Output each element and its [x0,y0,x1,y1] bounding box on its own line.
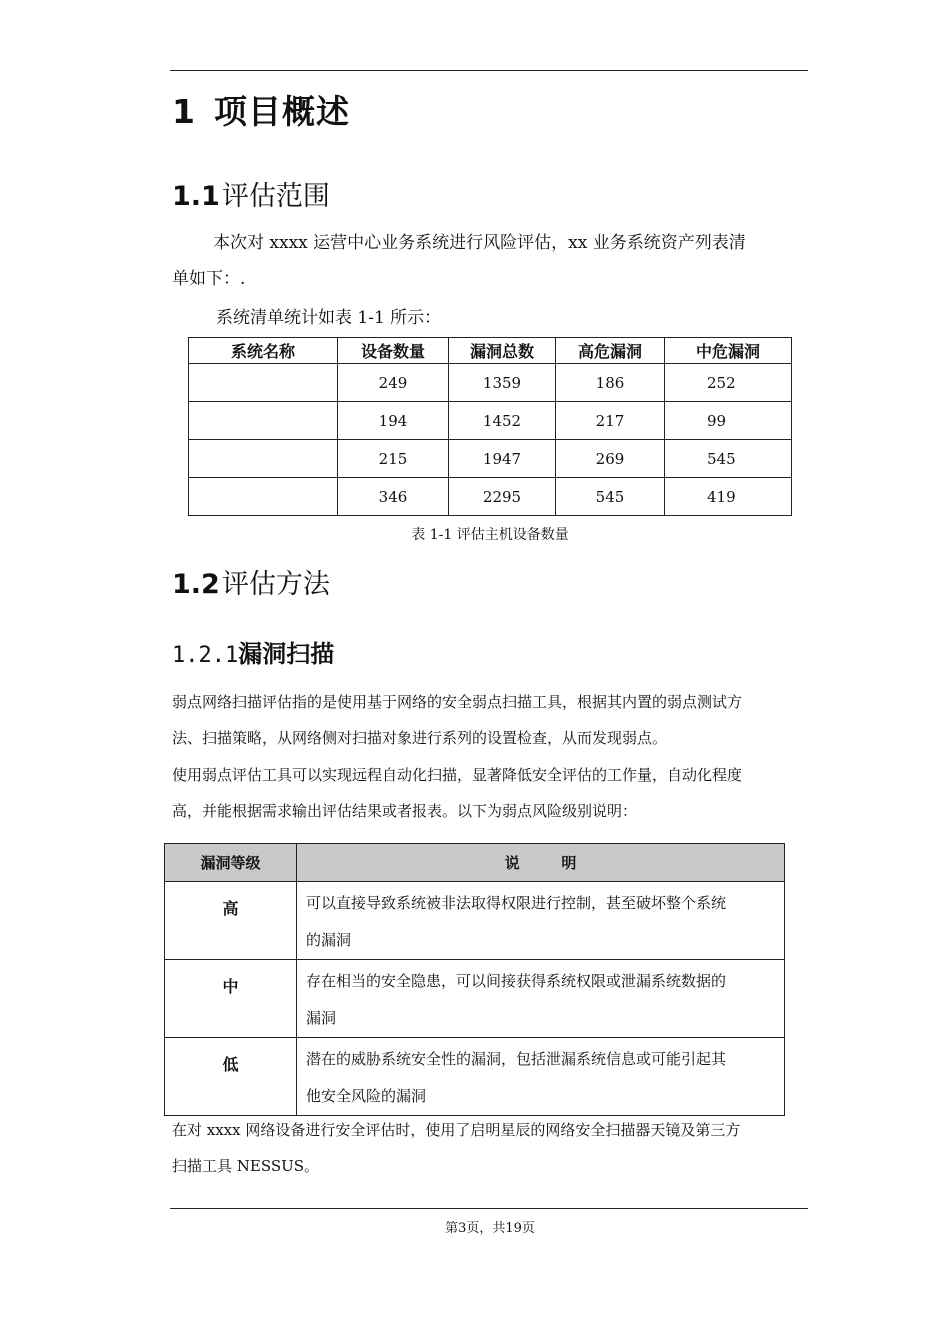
heading-1-1-title: 评估范围 [221,181,330,212]
heading-1-1-number: 1.1 [172,181,220,212]
cell-medium-vulns: 99 [665,402,792,440]
heading-1-2-number: 1.2 [172,569,220,600]
table-row [165,1038,785,1116]
heading-1-2-title: 评估方法 [221,569,330,600]
intro-line-2: 单如下：. [172,269,246,289]
col-header-description: 说 明 [297,844,785,882]
cell-system-name [189,364,338,402]
heading-1-2-1 [172,634,334,669]
col-header-level: 漏洞等级 [165,844,297,882]
heading-1-2 [172,562,330,601]
cell-device-count: 249 [338,364,449,402]
risk-desc-high [297,882,785,960]
risk-desc-medium-line-1: 存在相当的安全隐患，可以间接获得系统权限或泄漏系统数据的 [306,972,727,990]
col-header-device-count: 设备数量 [338,338,449,364]
cell-system-name [189,478,338,516]
cell-high-vulns: 269 [556,440,665,478]
table-row [189,364,792,402]
cell-vuln-total: 1452 [449,402,556,440]
table-row [165,960,785,1038]
heading-1-number: 1 [172,92,196,131]
cell-medium-vulns: 252 [665,364,792,402]
table-1-caption: 表 1-1 评估主机设备数量 [411,527,569,543]
risk-desc-low-line-1: 潜在的威胁系统安全性的漏洞，包括泄漏系统信息或可能引起其 [306,1050,727,1068]
scan-para-1-line-2: 法、扫描策略，从网络侧对扫描对象进行系列的设置检查，从而发现弱点。 [172,729,668,747]
system-inventory-table [188,337,792,516]
table-row [189,402,792,440]
risk-desc-low [297,1038,785,1116]
risk-level-low: 低 [165,1038,297,1116]
heading-1-2-1-title: 漏洞扫描 [238,640,335,668]
heading-1-2-1-number: 1.2.1 [172,643,239,668]
cell-high-vulns: 186 [556,364,665,402]
table-row [189,440,792,478]
risk-level-medium: 中 [165,960,297,1038]
page-number: 第3页，共19页 [445,1221,535,1236]
closing-line-1: 在对 xxxx 网络设备进行安全评估时，使用了启明星辰的网络安全扫描器天镜及第三方 [172,1121,741,1139]
intro-line-1: 本次对 xxxx 运营中心业务系统进行风险评估，xx 业务系统资产列表清 [213,233,746,253]
scan-para-1-line-1: 弱点网络扫描评估指的是使用基于网络的安全弱点扫描工具，根据其内置的弱点测试方 [172,693,743,711]
col-header-vuln-total: 漏洞总数 [449,338,556,364]
cell-device-count: 346 [338,478,449,516]
risk-level-high: 高 [165,882,297,960]
risk-level-table [164,843,785,1116]
table-row [165,882,785,960]
cell-vuln-total: 1359 [449,364,556,402]
table-intro: 系统清单统计如表 1-1 所示： [216,308,442,328]
cell-system-name [189,440,338,478]
col-header-system-name: 系统名称 [189,338,338,364]
cell-vuln-total: 1947 [449,440,556,478]
cell-high-vulns: 545 [556,478,665,516]
table-header-row [189,338,792,364]
heading-1-1 [172,174,330,213]
cell-device-count: 215 [338,440,449,478]
cell-device-count: 194 [338,402,449,440]
heading-1-title: 项目概述 [213,92,350,131]
cell-medium-vulns: 545 [665,440,792,478]
table-row [189,478,792,516]
risk-desc-medium-line-2: 漏洞 [306,1009,337,1027]
risk-desc-high-line-2: 的漏洞 [306,931,352,949]
cell-vuln-total: 2295 [449,478,556,516]
risk-desc-high-line-1: 可以直接导致系统被非法取得权限进行控制，甚至破坏整个系统 [306,894,727,912]
scan-para-2-line-2: 高，并能根据需求输出评估结果或者报表。以下为弱点风险级别说明： [172,802,638,820]
closing-line-2: 扫描工具 NESSUS。 [172,1157,320,1175]
heading-1 [172,86,350,133]
risk-desc-medium [297,960,785,1038]
cell-medium-vulns: 419 [665,478,792,516]
cell-high-vulns: 217 [556,402,665,440]
footer-rule [170,1208,808,1209]
risk-desc-low-line-2: 他安全风险的漏洞 [306,1087,427,1105]
cell-system-name [189,402,338,440]
col-header-high-vulns: 高危漏洞 [556,338,665,364]
table-header-row [165,844,785,882]
scan-para-2-line-1: 使用弱点评估工具可以实现远程自动化扫描，显著降低安全评估的工作量，自动化程度 [172,766,743,784]
header-rule [170,70,808,71]
col-header-medium-vulns: 中危漏洞 [665,338,792,364]
